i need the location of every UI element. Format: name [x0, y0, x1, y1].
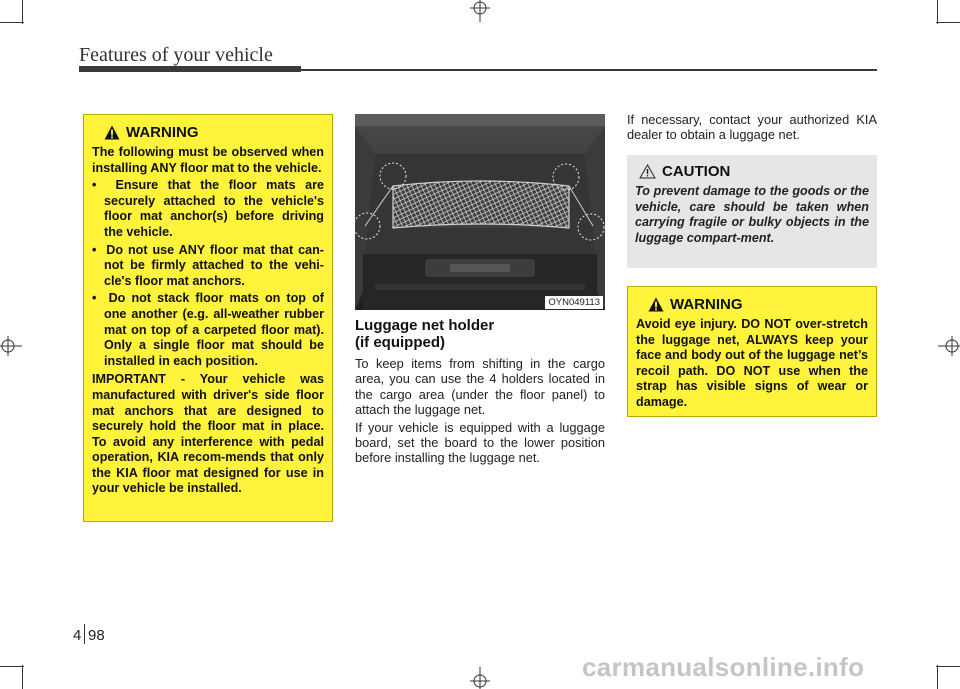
caution-title: CAUTION — [639, 163, 869, 180]
dealer-note: If necessary, contact your authorized KIA dealer to obtain a luggage net. — [627, 112, 877, 143]
cargo-illustration — [355, 114, 605, 310]
caution-triangle-icon — [639, 164, 656, 179]
warning-triangle-icon — [648, 297, 664, 312]
footer-divider — [84, 624, 85, 644]
warning-triangle-icon — [104, 125, 120, 140]
watermark: carmanualsonline.info — [582, 652, 865, 682]
section-paragraph-2: If your vehicle is equipped with a luggage board, set the board to the lower position before installing the luggage net. — [355, 419, 605, 466]
warning-intro: The following must be observed when installing ANY floor mat to the vehicle. — [92, 145, 324, 175]
warning-important: IMPORTANT - Your vehicle was manufactured with driver's side floor mat anchors that are designed to securely hold the floor mat in place. To avoid any interference with pedal operation, KIA recom-mends that only the KIA floor mat designed for use in your vehicle be installed. — [92, 372, 324, 496]
warning-text: Avoid eye injury. DO NOT over-stretch the luggage net, ALWAYS keep your face and body out of the luggage net’s recoil path. DO NOT use when the strap has visible signs of wear or damage. — [636, 317, 868, 409]
caution-text: To prevent damage to the goods or the vehicle, care should be taken when carrying fragile or bulky objects in the luggage compart-ment. — [635, 184, 869, 245]
warning-title — [104, 124, 324, 141]
image-caption: OYN049113 — [545, 296, 603, 309]
header-rule-thin — [301, 69, 877, 71]
page-number: 98 — [88, 627, 105, 644]
warning-box-eye-injury — [627, 286, 877, 417]
cargo-area-image — [355, 114, 605, 310]
section-paragraph-1: To keep items from shifting in the cargo area, you can use the 4 holders located in the cargo area (under the floor panel) to attach the luggage net. — [355, 356, 605, 418]
caution-box — [627, 155, 877, 268]
section-title: Luggage net holder (if equipped) — [355, 317, 495, 351]
warning-bullet: • Do not use ANY floor mat that can-not be firmly attached to the vehi-cle's floor mat anchors. — [92, 242, 324, 288]
page-header-title: Features of your vehicle — [79, 44, 273, 66]
warning-bullet: • Do not stack floor mats on top of one another (e.g. all-weather rubber mat on top of a carpeted floor mat). Only a single floor mat should be installed in each position. — [92, 291, 324, 368]
warning-bullet: • Ensure that the floor mats are securely attached to the vehicle's floor mat anchor(s) before driving the vehicle. — [92, 178, 324, 239]
header-rule-thick — [79, 66, 301, 72]
warning-title: WARNING — [648, 296, 868, 313]
warning-box-floor-mats — [83, 114, 333, 522]
luggage-net-section — [355, 317, 605, 466]
warning-title-text: WARNING — [126, 124, 199, 141]
chapter-number: 4 — [73, 627, 82, 644]
